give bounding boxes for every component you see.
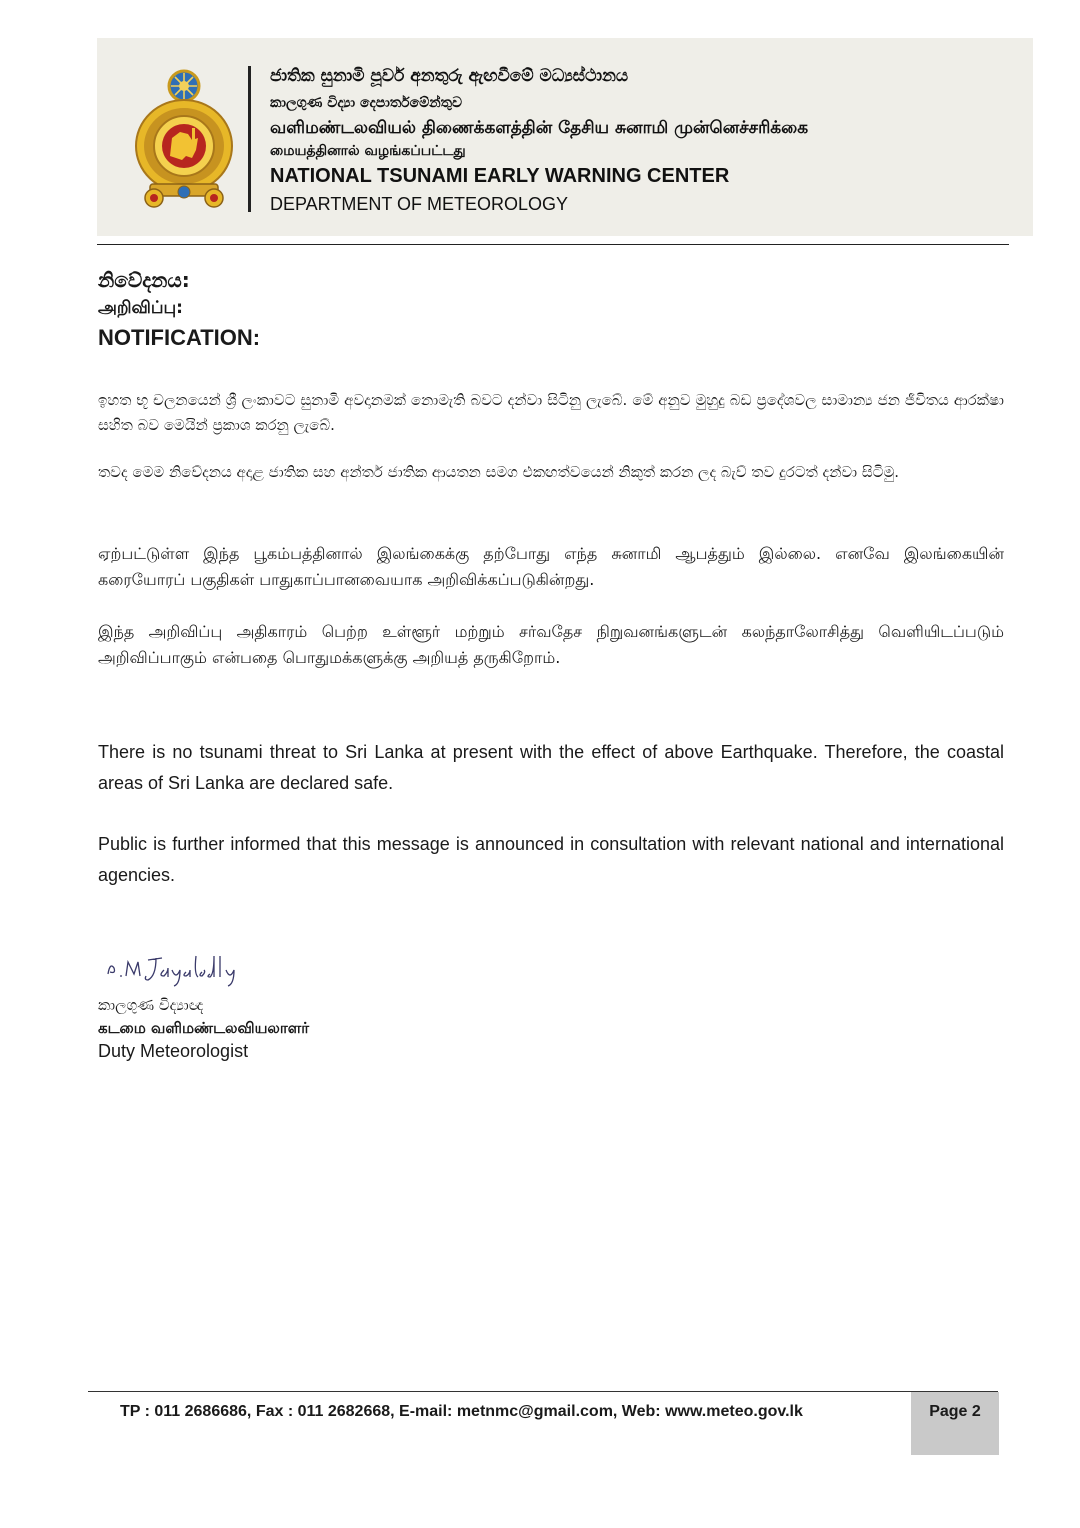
footer-contact: TP : 011 2686686, Fax : 011 2682668, E-mail: metnmc@gmail.com, Web: www.meteo.gov.lk xyxy=(120,1403,803,1420)
signoff-title-sinhala: කාලගුණ විද්‍යාඥ xyxy=(98,996,204,1014)
center-name-tamil: வளிமண்டலவியல் திணைக்களத்தின் தேசிய சுனாமி முன்னெச்சரிக்கை xyxy=(270,118,809,138)
english-paragraph-2: Public is further informed that this message is announced in consultation with relevant national and international agencies. xyxy=(98,834,1004,885)
english-paragraph-1: There is no tsunami threat to Sri Lanka at present with the effect of above Earthquake. Therefore, the coastal areas of Sri Lanka are declared safe. xyxy=(98,742,1004,793)
page-number-box xyxy=(911,1392,999,1455)
department-name-sinhala: කාලගුණ විද්‍යා දෙපාර්තමේන්තුව xyxy=(270,95,463,111)
department-name-english: DEPARTMENT OF METEOROLOGY xyxy=(270,194,569,214)
signoff-title-tamil: கடமை வளிமண்டலவியலாளர் xyxy=(98,1019,310,1037)
notification-label-sinhala: නිවේදනය: xyxy=(98,268,190,292)
tamil-paragraph-1: ஏற்பட்டுள்ள இந்த பூகம்பத்தினால் இலங்கைக்கு தற்போது எந்த சுனாமி ஆபத்தும் இல்லை. எனவே இலங்கையின் கரையோரப் பகுதிகள் பாதுகாப்பானவையாக அறிவிக்கப்படுகின்றது. xyxy=(98,544,1004,589)
notification-label-tamil: அறிவிப்பு: xyxy=(98,298,183,318)
sri-lanka-emblem-icon xyxy=(132,66,236,212)
footer-rule xyxy=(88,1391,998,1392)
center-name-tamil-cont: மையத்தினால் வழங்கப்பட்டது xyxy=(270,143,466,159)
signature xyxy=(102,950,247,988)
page-number: Page 2 xyxy=(929,1403,981,1420)
notification-label-english: NOTIFICATION: xyxy=(98,325,261,350)
center-name-english: NATIONAL TSUNAMI EARLY WARNING CENTER xyxy=(270,165,730,187)
sinhala-paragraph-2: තවද මෙම නිවේදනය අදාළ ජාතික සහ අන්තර් ජාතික ආයතන සමග එකඟත්වයෙන් නිකුත් කරන ලද බැව් තව දුරටත් දන්වා සිටිමු. xyxy=(98,463,899,481)
header-divider xyxy=(248,66,251,212)
header-rule xyxy=(97,244,1009,245)
tamil-paragraph-2: இந்த அறிவிப்பு அதிகாரம் பெற்ற உள்ளூர் மற்றும் சர்வதேச நிறுவனங்களுடன் கலந்தாலோசித்து வெளியிடப்படும் அறிவிப்பாகும் என்பதை பொதுமக்களுக்கு அறியத் தருகிறோம். xyxy=(98,622,1004,667)
center-name-sinhala: ජාතික සුනාමි පූර්ව අනතුරු ඇඟවීමේ මධ්‍යස්ථානය xyxy=(270,66,629,86)
sinhala-paragraph-1: ඉහත භූ චලනයෙන් ශ්‍රී ලංකාවට සුනාමි අවදානමක් නොමැති බවට දන්වා සිටිනු ලැබේ. මේ අනුව මුහුදු බඩ ප්‍රදේශවල සාමාන්‍ය ජන ජීවිතය ආරක්ෂා සහිත බව මෙයින් ප්‍රකාශ කරනු ලැබේ. xyxy=(98,391,1004,434)
signoff-title-english: Duty Meteorologist xyxy=(98,1041,249,1061)
